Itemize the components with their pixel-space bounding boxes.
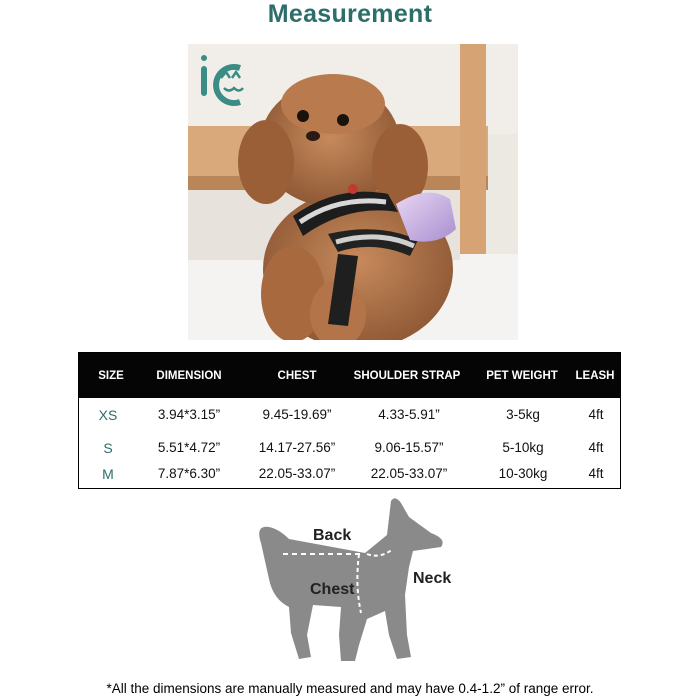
dimension-cell: 3.94*3.15” — [157, 407, 221, 422]
shoulder-strap-cell: 22.05-33.07” — [370, 466, 448, 481]
size-cell: S — [103, 440, 113, 456]
dimension-cell: 7.87*6.30” — [157, 466, 221, 481]
footnote-disclaimer: *All the dimensions are manually measured and may have 0.4-1.2” of range error. — [106, 681, 594, 696]
header-dimension: DIMENSION — [156, 370, 222, 382]
chest-cell: 22.05-33.07” — [258, 466, 336, 481]
header-shoulder-strap: SHOULDER STRAP — [353, 370, 461, 382]
chest-cell: 9.45-19.69” — [262, 407, 332, 422]
leash-cell: 4ft — [588, 407, 604, 422]
shoulder-strap-cell: 9.06-15.57” — [374, 440, 444, 455]
header-chest: CHEST — [277, 370, 317, 382]
shoulder-strap-cell: 4.33-5.91” — [378, 407, 440, 422]
measurement-diagram — [255, 495, 465, 673]
size-chart-table — [78, 352, 621, 489]
leash-cell: 4ft — [588, 440, 604, 455]
pet-weight-cell: 3-5kg — [506, 407, 540, 422]
neck-label: Neck — [413, 570, 452, 587]
size-cell: M — [102, 466, 114, 482]
table-header-row — [79, 353, 620, 398]
size-cell: XS — [98, 407, 118, 423]
header-leash: LEASH — [575, 370, 615, 382]
pet-weight-cell: 5-10kg — [502, 440, 544, 455]
page-title: Measurement — [267, 0, 433, 28]
chest-cell: 14.17-27.56” — [258, 440, 336, 455]
back-label: Back — [313, 527, 352, 544]
dog-in-harness-photo — [188, 44, 518, 340]
header-pet-weight: PET WEIGHT — [486, 370, 558, 382]
header-size: SIZE — [98, 370, 124, 382]
pet-weight-cell: 10-30kg — [498, 466, 548, 481]
dimension-cell: 5.51*4.72” — [157, 440, 221, 455]
chest-label: Chest — [310, 581, 355, 598]
product-photo — [188, 44, 518, 340]
leash-cell: 4ft — [588, 466, 604, 481]
